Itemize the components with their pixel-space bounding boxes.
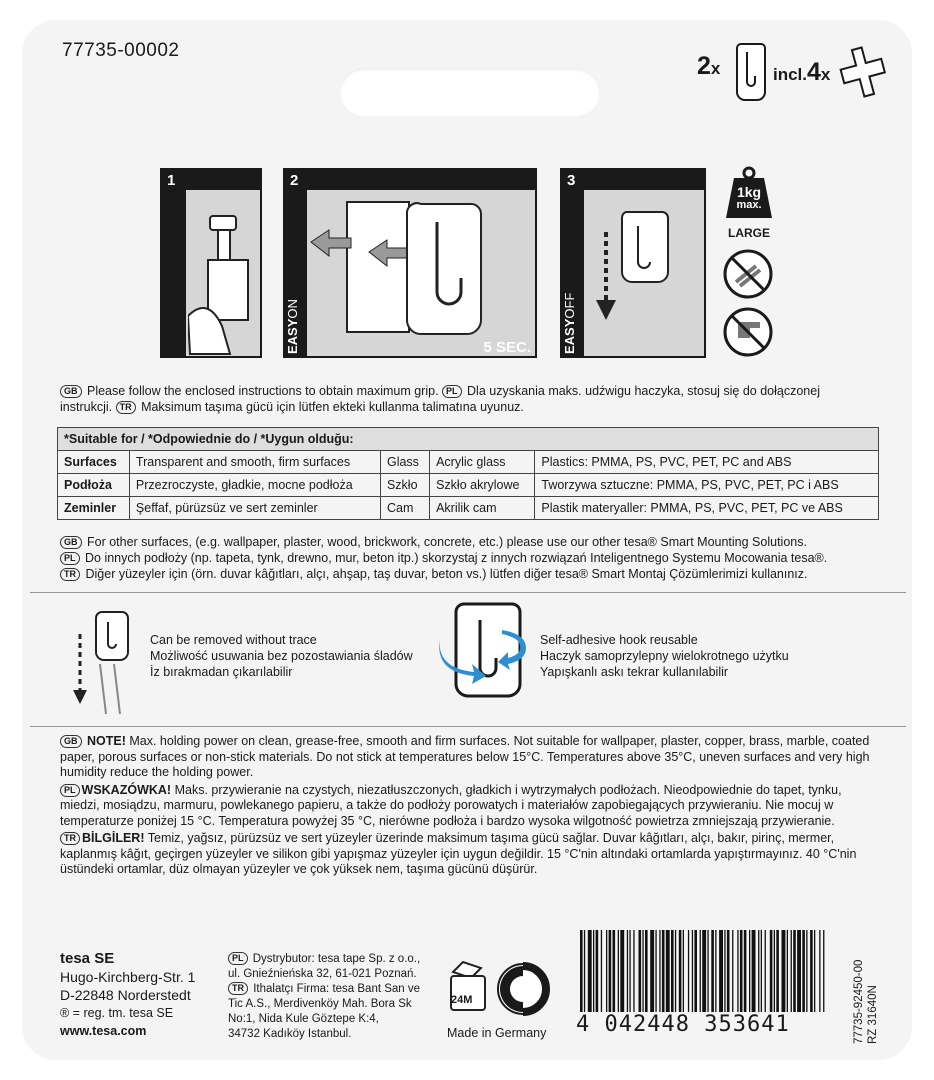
other-surfaces-text: GB For other surfaces, (e.g. wallpaper, plaster, wood, brickwork, concrete, etc.) please use our other tesa® Smart Mounting Solutions. PL Do innych podłoży (np. tapeta, tynk, drewno, mur, beton itp.) skorzystaj z innych rozwiązań Inteligentnego Systemu Mocowania tesa®. TR Diğer yüzeyler için (örn. duvar kâğıtları, alçı, ahşap, taş duvar, beton vs.) lütfen diğer tesa® Smart Montaj Çözümlerimizi kullanınız. (60, 534, 890, 582)
hook-icon (733, 40, 769, 104)
remove-without-trace-icon (70, 604, 142, 720)
suitability-table (57, 427, 879, 520)
pao-label: 24M (451, 994, 473, 1006)
removable-text: Can be removed without trace Możliwość usuwania bez pozostawiania śladów İz bırakmadan çıkarılabilir (150, 633, 413, 679)
company-address: tesa SE Hugo-Kirchberg-Str. 1 D-22848 Norderstedt ® = reg. tm. tesa SE www.tesa.com (60, 950, 196, 1038)
notes-text: GB NOTE! Max. holding power on clean, grease-free, smooth and firm surfaces. Not suitable for wallpaper, plaster, copper, brass, marble, coated paper, porous surfaces or non-stick materials. Do not stick at temperatures below 15°C. Temperatures above 35°C, uneven surfaces and very high humidity reduce the holding power. PL WSKAZÓWKA! Maks. przywieranie na czystych, niezatłuszczonych, gładkich i wytrzymałych podłożach. Nieodpowiednie do tapet, tynku, miedzi, mosiądzu, marmuru, powlekanego papieru, a także do podłoży porowatych i materiałów zapobiegających przywieraniu. Nie mocuj w temperaturze poniżej 15 °C. Temperatura powyżej 35 °C, nierówne podłoża i bardzo wysoka wilgotność powietrza zmniejszają przywieranie. TR BİLGİLER! Temiz, yağsız, pürüzsüz ve sert yüzeyler üzerinde maksimum taşıma gücü sağlar. Duvar kâğıtları, alçı, bakır, pirinç, mermer, kaplanmış kâğıt, geçirgen yüzeyler ve silikon gibi yapışmaz yüzeyler için uygun değildir. 15 °C'nin altındaki ortamlarda yapıştırmayınız. 40 °C'nin üstündeki ortamlar, düz olmayan yüzeyler ve çok yüksek nem, taşıma gücünü düşürür. (60, 734, 870, 876)
reusable-text: Self-adhesive hook reusable Haczyk samoprzylepny wielokrotnego użytku Yapışkanlı askı tekrar kullanılabilir (540, 633, 789, 679)
table-header: *Suitable for / *Odpowiednie do / *Uygun olduğu: (58, 428, 879, 451)
table-row: Surfaces Transparent and smooth, firm surfaces Glass Acrylic glass Plastics: PMMA, PS, PVC, PET, PC and ABS (58, 451, 879, 474)
easy-on-label: EASYON (285, 299, 300, 354)
hook-count: 2 (697, 52, 711, 80)
company-name: tesa SE (60, 950, 115, 967)
distributor-info: PL Dystrybutor: tesa tape Sp. z o.o., ul. Gnieźnieńska 32, 61-021 Poznań. TR Ithalatçı Firma: tesa Bant San ve Tic A.S., Merdivenköy Mah. Bora Sk No:1, Nida Kule Göztepe K:4, 34732 Kadıköy Istanbul. (228, 953, 421, 1040)
pack-contents: 2x (697, 52, 721, 80)
green-dot-recycling-icon (496, 962, 550, 1016)
barcode-digits: 4 042448 353641 (576, 1012, 790, 1037)
size-label: LARGE (728, 226, 770, 240)
table-row: Zeminler Şeffaf, pürüzsüz ve sert zeminler Cam Akrilik cam Plastik materyaller: PMMA, PS, PVC, PET, PC ve ABS (58, 497, 879, 520)
article-code: 77735-00002 (62, 40, 180, 61)
five-seconds-badge: 5 SEC. (483, 339, 531, 356)
no-nails-icon (722, 248, 774, 300)
no-drill-icon (722, 306, 774, 358)
side-codes: 77735-92450-00 RZ 31640N (853, 959, 879, 1044)
step-3-panel: 3 EASYOFF (560, 168, 706, 358)
divider (30, 592, 906, 593)
pack-incl: incl.4x (773, 58, 831, 86)
spray-bottle-icon (188, 196, 260, 356)
apply-hook-illustration (309, 192, 535, 354)
divider (30, 726, 906, 727)
weight-label: 1kg max. (736, 184, 762, 211)
easy-off-label: EASYOFF (562, 292, 577, 354)
remove-strip-illustration (586, 192, 704, 354)
step-2-panel: 2 EASYON 5 SEC. (283, 168, 537, 358)
hang-hole (340, 68, 600, 116)
strip-icon (838, 44, 888, 100)
table-row: Podłoża Przezroczyste, gładkie, mocne podłoża Szkło Szkło akrylowe Tworzywa sztuczne: PMMA, PS, PVC, PET, PC i ABS (58, 474, 879, 497)
instructions-text: GB Please follow the enclosed instructions to obtain maximum grip. PL Dla uzyskania maks. udźwigu haczyka, stosuj się do dołączonej instrukcji. TR Maksimum taşıma gücü için lütfen ekteki kullanma talimatına uyunuz. (60, 384, 820, 414)
reusable-hook-icon (436, 600, 532, 710)
barcode (578, 930, 828, 1018)
step-1-panel: 1 (160, 168, 262, 358)
made-in-label: Made in Germany (447, 1026, 547, 1040)
